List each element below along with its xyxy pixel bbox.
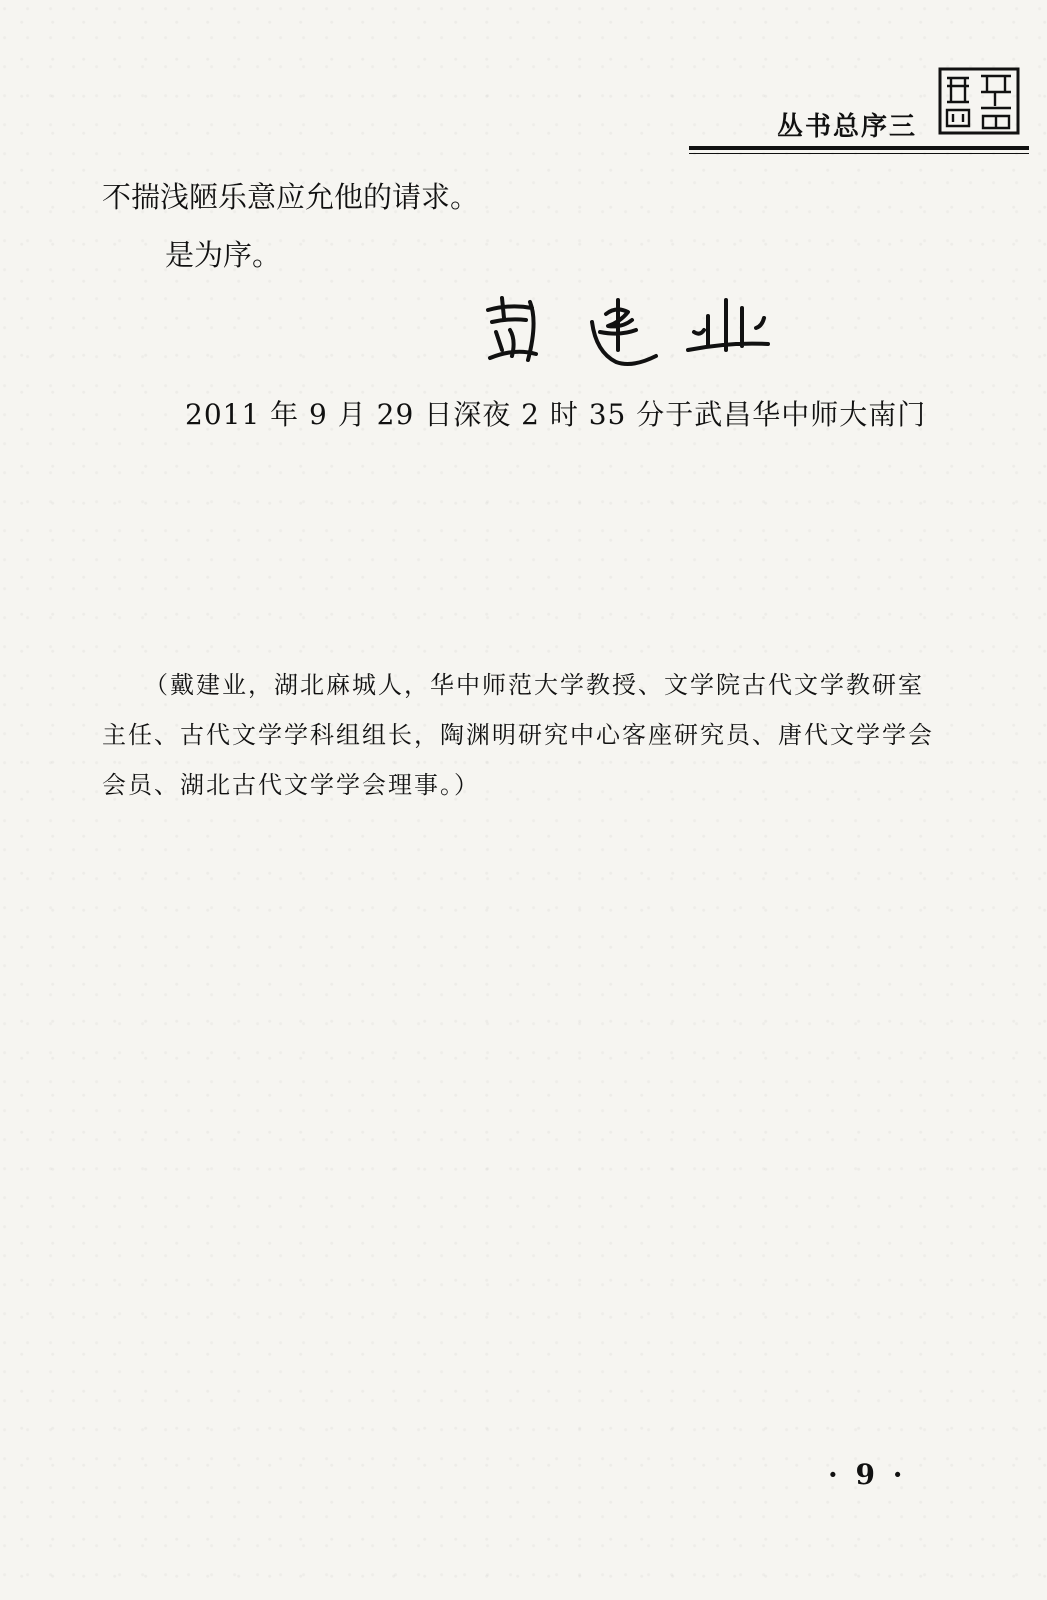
- header-rule: [689, 146, 1029, 154]
- body-line-1: 不揣浅陋乐意应允他的请求。: [102, 180, 480, 214]
- section-title: 丛书总序三: [776, 112, 917, 142]
- author-bio: （戴建业，湖北麻城人，华中师范大学教授、文学院古代文学教研室主任、古代文学学科组组长，陶渊明研究中心客座研究员、唐代文学学会会员、湖北古代文学学会理事。）: [102, 671, 934, 799]
- date-and-place: 2011 年 9 月 29 日深夜 2 时 35 分于武昌华中师大南门: [185, 398, 927, 431]
- body-line-2: 是为序。: [165, 238, 282, 272]
- seal-stamp-icon: [937, 66, 1021, 136]
- running-header: [689, 66, 1029, 154]
- handwritten-signature: [480, 292, 780, 372]
- page-number: · 9 ·: [828, 1458, 907, 1491]
